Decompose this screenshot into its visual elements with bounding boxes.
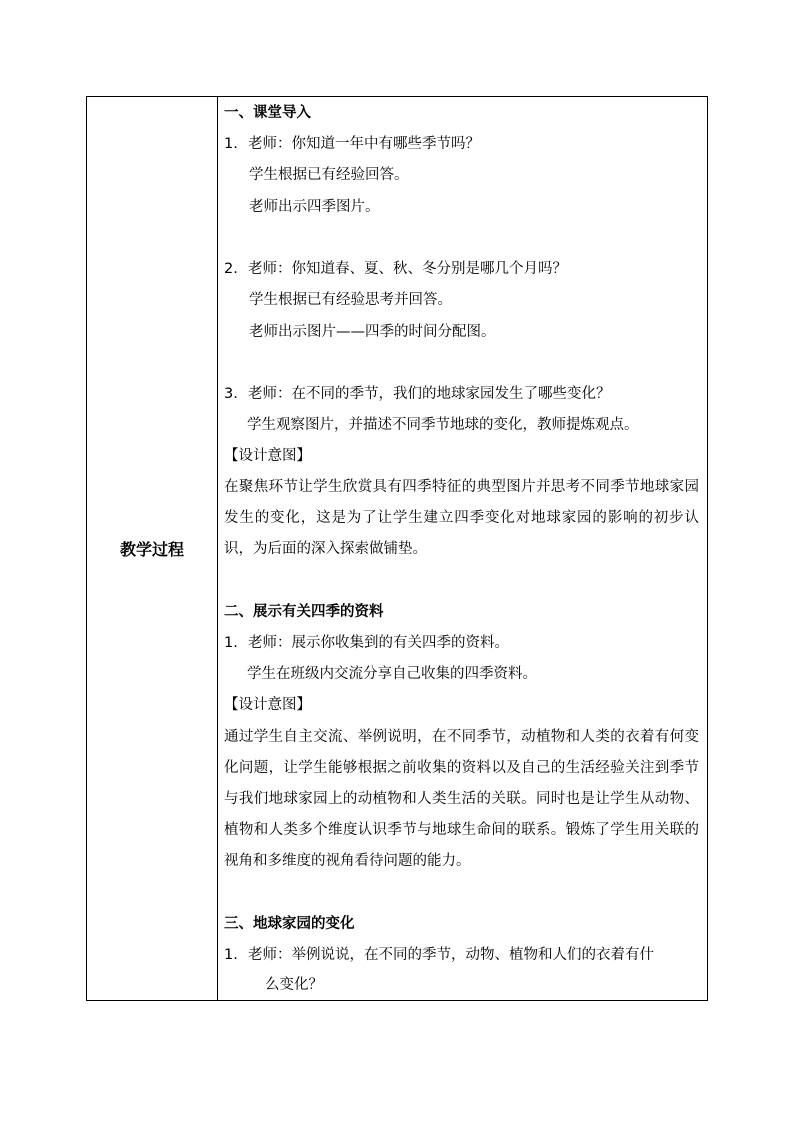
design-intent-label: 【设计意图】 (224, 697, 311, 713)
list-item (224, 134, 699, 154)
item-text-continued: 么变化？ (265, 977, 323, 993)
design-intent-label: 【设计意图】 (224, 448, 311, 464)
answer-line: 学生根据已有经验回答。 (249, 167, 409, 183)
item-text: 老师：你知道一年中有哪些季节吗？ (248, 136, 480, 152)
design-intent-text: 在聚焦环节让学生欣赏具有四季特征的典型图片并思考不同季节地球家园发生的变化，这是为了让学生建立四季变化对地球家园的影响的初步认识，为后面的深入探索做铺垫。 (224, 479, 699, 557)
answer-line: 学生观察图片，并描述不同季节地球的变化，教师提炼观点。 (247, 417, 639, 433)
section-heading-1: 一、课堂导入 (224, 105, 311, 121)
answer-line: 学生在班级内交流分享自己收集的四季资料。 (247, 666, 537, 682)
answer-line: 老师出示四季图片。 (249, 199, 380, 215)
label-cell (87, 97, 218, 1001)
content-area (218, 97, 707, 1000)
section-heading-3: 三、地球家园的变化 (224, 916, 355, 932)
item-number: 1. (224, 136, 238, 152)
item-text: 老师：在不同的季节，我们的地球家园发生了哪些变化？ (248, 386, 611, 402)
item-number: 1. (224, 947, 238, 963)
list-item (224, 384, 699, 404)
item-text: 老师：你知道春、夏、秋、冬分别是哪几个月吗？ (248, 261, 567, 277)
list-item (224, 945, 699, 965)
item-number: 3. (224, 386, 238, 402)
item-number: 2. (224, 261, 238, 277)
answer-line: 学生根据已有经验思考并回答。 (249, 292, 452, 308)
design-intent-text: 通过学生自主交流、举例说明，在不同季节，动植物和人类的衣着有何变化问题，让学生能够根据之前收集的资料以及自己的生活经验关注到季节与我们地球家园上的动植物和人类生活的关联。同时也是让学生从动物、植物和人类多个维度认识季节与地球生命间的联系。锻炼了学生用关联的视角和多维度的视角看待问题的能力。 (224, 729, 699, 869)
item-text: 老师：展示你收集到的有关四季的资料。 (248, 635, 509, 651)
lesson-table (86, 96, 708, 1001)
answer-line: 老师出示图片——四季的时间分配图。 (249, 324, 496, 340)
section-heading-2: 二、展示有关四季的资料 (224, 604, 384, 620)
list-item (224, 633, 699, 653)
item-text: 老师：举例说说，在不同的季节，动物、植物和人们的衣着有什 (248, 947, 654, 963)
row-label: 教学过程 (119, 540, 184, 559)
table-row (87, 97, 708, 1001)
item-number: 1. (224, 635, 238, 651)
content-cell (218, 97, 708, 1001)
list-item (224, 259, 699, 279)
